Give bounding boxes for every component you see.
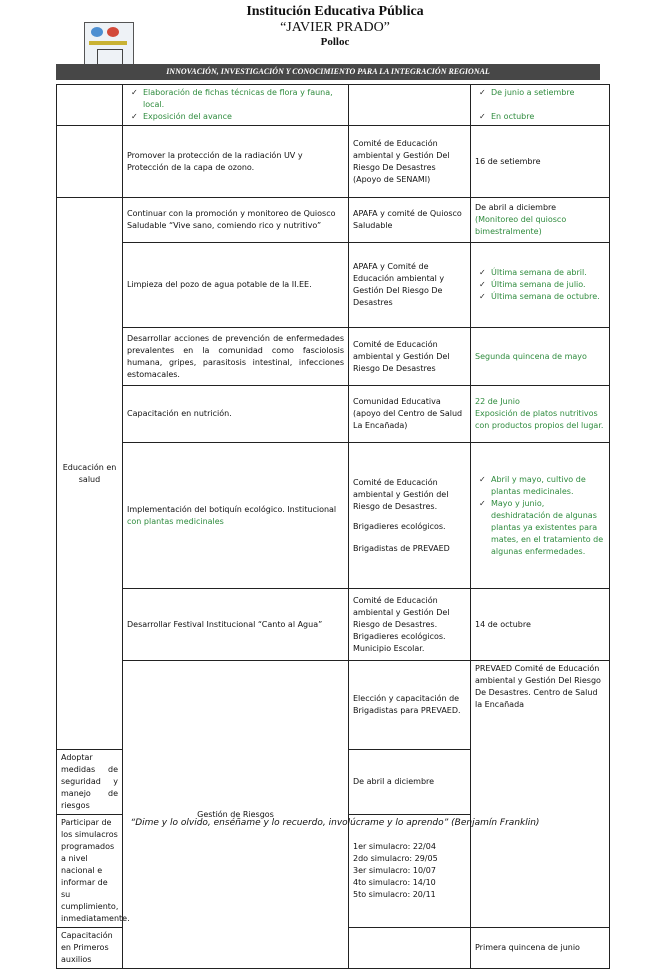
activity-cell: Elección y capacitación de Brigadistas para PREVAED. — [349, 661, 471, 750]
activity-cell: Promover la protección de la radiación UV y Protección de la capa de ozono. — [123, 126, 349, 198]
responsible-cell: Comité de Educación ambiental y Gestión Del Riesgo De Desastres (Apoyo de SENAMI) — [349, 126, 471, 198]
schedule-cell: Segunda quincena de mayo — [471, 328, 610, 386]
responsible-cell: APAFA y comité de Quiosco Saludable — [349, 198, 471, 243]
responsible-cell: PREVAED Comité de Educación ambiental y Gestión Del Riesgo De Desastres. Centro de Salud la Encañada — [471, 661, 610, 928]
table-row — [57, 243, 610, 328]
activity-cell: Capacitación en Primeros auxilios — [57, 928, 123, 969]
table-row — [57, 386, 610, 443]
schedule-cell: 22 de Junio Exposición de platos nutritivos con productos propios del lugar. — [471, 386, 610, 443]
area-education-health: Educación en salud — [57, 198, 123, 750]
schedule-cell: De abril a diciembre — [349, 750, 471, 815]
responsible-cell — [349, 85, 471, 126]
school-title: Institución Educativa Pública — [246, 4, 424, 19]
schedule-cell: ✓ Última semana de abril. ✓ Última semana de julio. ✓ Última semana de octubre. — [471, 243, 610, 328]
table-row — [57, 126, 610, 198]
schedule-cell: 16 de setiembre — [471, 126, 610, 198]
activity-cell: ✓ Elaboración de fichas técnicas de flora y fauna, local. ✓ Exposición del avance — [123, 85, 349, 126]
activity-cell: Desarrollar acciones de prevención de enfermedades prevalentes en la comunidad como fasciolosis humana, gripes, parasitosis intestinal, infecciones estomacales. — [123, 328, 349, 386]
responsible-cell: Comunidad Educativa (apoyo del Centro de Salud La Encañada) — [349, 386, 471, 443]
activity-cell: Implementación del botiquín ecológico. Institucional con plantas medicinales — [123, 443, 349, 589]
area-cell — [57, 85, 123, 126]
activity-cell: Continuar con la promoción y monitoreo de Quiosco Saludable “Vive sano, comiendo rico y nutritivo” — [123, 198, 349, 243]
schedule-cell: ✓ De junio a setiembre ✓ En octubre — [471, 85, 610, 126]
activity-cell: Capacitación en nutrición. — [123, 386, 349, 443]
schedule-cell: 14 de octubre — [471, 589, 610, 661]
activity-cell: Participar de los simulacros programados a nivel nacional e informar de su cumplimiento, inmediatamente. — [57, 815, 123, 928]
schedule-cell: 1er simulacro: 22/04 2do simulacro: 29/05 3er simulacro: 10/07 4to simulacro: 14/10 5to simulacro: 20/11 — [349, 815, 471, 928]
activity-cell: Desarrollar Festival Institucional “Canto al Agua” — [123, 589, 349, 661]
activity-cell: Limpieza del pozo de agua potable de la II.EE. — [123, 243, 349, 328]
table-row — [57, 328, 610, 386]
table-row — [57, 85, 610, 126]
responsible-cell: Comité de Educación ambiental y Gestión Del Riesgo De Desastres — [349, 328, 471, 386]
responsible-cell: Comité de Educación ambiental y Gestión Del Riesgo de Desastres. Brigadieres ecológicos. Municipio Escolar. — [349, 589, 471, 661]
responsible-cell: APAFA y Comité de Educación ambiental y Gestión Del Riesgo De Desastres — [349, 243, 471, 328]
responsible-cell: Comité de Educación ambiental y Gestión del Riesgo de Desastres. Brigadieres ecológicos. Brigadistas de PREVAED — [349, 443, 471, 589]
motto-band: INNOVACIÓN, INVESTIGACIÓN Y CONOCIMIENTO PARA LA INTEGRACIÓN REGIONAL — [56, 64, 600, 80]
responsible-cell — [349, 928, 471, 969]
area-risk-management: Gestión de Riesgos — [123, 661, 349, 969]
school-name: “JAVIER PRADO” — [280, 20, 390, 35]
activity-cell: Adoptar medidas de seguridad y manejo de riesgos — [57, 750, 123, 815]
table-row — [57, 589, 610, 661]
table-row — [57, 661, 610, 750]
school-place: Polloc — [320, 36, 350, 48]
schedule-cell: ✓ Abril y mayo, cultivo de plantas medicinales. ✓ Mayo y junio, deshidratación de algunas plantas ya existentes para mates, en el tratamiento de algunas enfermedades. — [471, 443, 610, 589]
table-row — [57, 198, 610, 243]
schedule-cell: De abril a diciembre (Monitoreo del quiosco bimestralmente) — [471, 198, 610, 243]
schedule-cell: Primera quincena de junio — [471, 928, 610, 969]
table-row — [57, 443, 610, 589]
footer-quote: “Dime y lo olvido, enséñame y lo recuerdo, involúcrame y lo aprendo” (Benjamín Franklin) — [130, 818, 540, 828]
document-header — [0, 0, 670, 90]
